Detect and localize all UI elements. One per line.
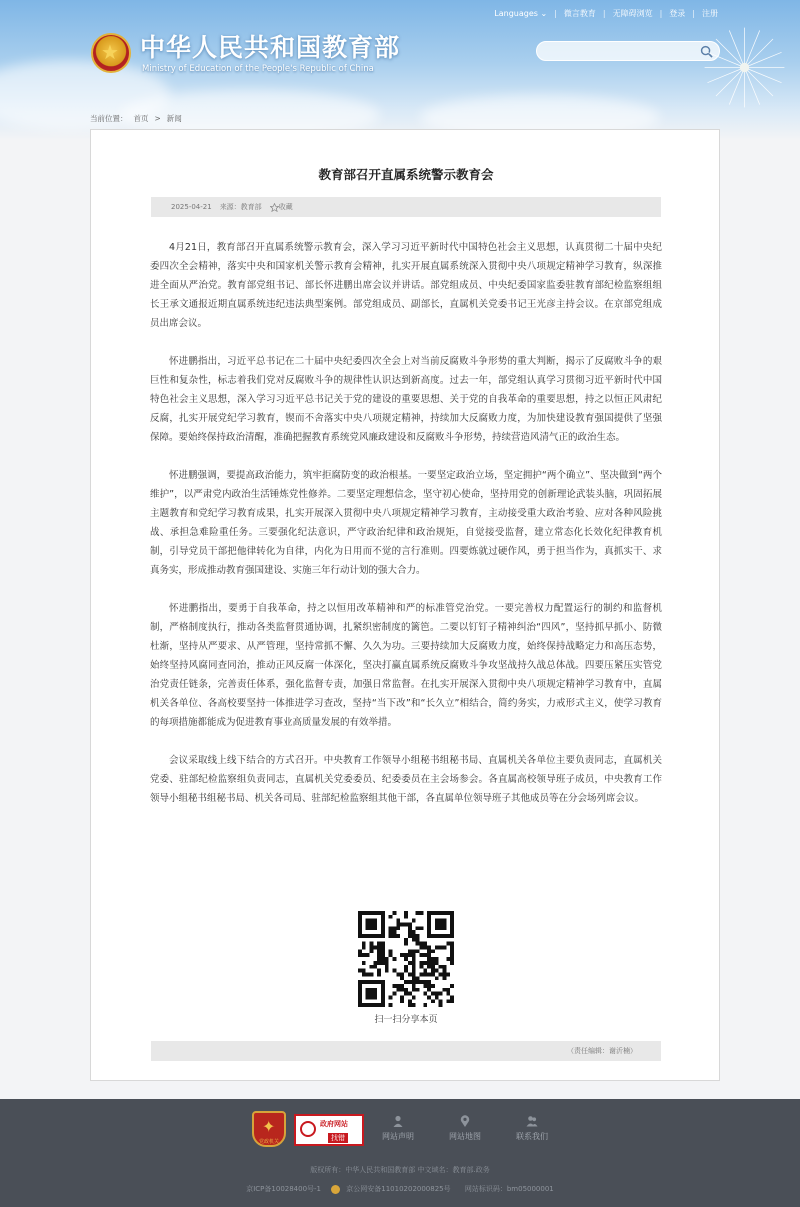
weibo-link[interactable]: 微言教育 <box>563 9 596 18</box>
breadcrumb-home[interactable]: 首页 <box>133 114 149 123</box>
site-subtitle: Ministry of Education of the People's Republic of China <box>142 64 374 74</box>
article-body <box>150 238 662 827</box>
site-footer <box>0 1099 800 1207</box>
footer-link-label: 联系我们 <box>516 1132 548 1141</box>
article-paragraph: 4月21日，教育部召开直属系统警示教育会，深入学习习近平新时代中国特色社会主义思想，认真贯彻二十届中央纪委四次全会精神，落实中央和国家机关警示教育会精神，扎实开展直属系统深入贯彻中央八项规定精神学习教育，纵深推进全面从严治党。教育部党组书记、部长怀进鹏出席会议并讲话。部党组成员、中央纪委国家监委驻教育部纪检监察组组长王承文通报近期直属系统违纪违法典型案例。部党组成员、副部长，直属机关党委书记王光彦主持会议。在京部党组成员出席会议。 <box>150 242 662 329</box>
footer-link-statement[interactable] <box>374 1115 422 1142</box>
party-badge-text: 党政机关 <box>258 1139 279 1145</box>
icp-line <box>0 1184 800 1194</box>
article-date: 2025-04-21 <box>171 203 212 211</box>
party-emblem-icon: ✦ <box>262 1117 276 1136</box>
register-link[interactable]: 注册 <box>702 9 718 18</box>
star-outline-icon <box>270 203 279 212</box>
contact-icon <box>526 1115 538 1127</box>
footer-link-contact[interactable] <box>508 1115 556 1142</box>
magnifier-icon <box>300 1121 316 1137</box>
article-paragraph: 会议采取线上线下结合的方式召开。中央教育工作领导小组秘书组秘书局、直属机关各单位主要负责同志，直属机关党委、驻部纪检监察组负责同志，直属机关党委委员、纪委委员在主会场参会。各直属高校领导班子成员，中央教育工作领导小组秘书组秘书局、机关各司局、驻部纪检监察组其他干部，各直属单位领导班子其他成员等在分会场列席会议。 <box>150 755 662 804</box>
site-title[interactable]: 中华人民共和国教育部 <box>140 33 401 62</box>
article-meta-bar <box>151 197 661 217</box>
footer-link-label: 网站地图 <box>449 1132 481 1141</box>
find-error-line2: 找错 <box>328 1133 348 1143</box>
nav-divider: | <box>659 9 663 18</box>
article-paragraph: 怀进鹏强调，要提高政治能力，筑牢拒腐防变的政治根基。一要坚定政治立场，坚定拥护“两个确立”、坚决做到“两个维护”，以严肃党内政治生活锤炼党性修养。二要坚定理想信念，坚守初心使命，坚持用党的创新理论武装头脑，巩固拓展主题教育和党纪学习教育成果，扎实开展深入贯彻中央八项规定精神学习教育，主动接受重大政治考验、应对各种风险挑战、承担急难险重任务。三要强化纪法意识，严守政治纪律和政治规矩，自觉接受监督，建立常态化长效化纪律教育机制，引导党员干部把他律转化为自律，内化为日用而不觉的言行准则。四要炼就过硬作风，勇于担当作为，真抓实干、求真务实，形成推动教育强国建设、实施三年行动计划的强大合力。 <box>150 470 662 576</box>
breadcrumb-label: 当前位置： <box>90 114 128 123</box>
find-error-line1: 政府网站 <box>320 1120 348 1128</box>
site-code: 网站标识码：bm05000001 <box>464 1185 554 1193</box>
site-header <box>0 0 800 140</box>
favorite-button[interactable] <box>270 202 301 212</box>
responsible-editor: （责任编辑：谢沂楠） <box>567 1047 637 1055</box>
login-link[interactable]: 登录 <box>669 9 686 18</box>
article-paragraph: 怀进鹏指出，要勇于自我革命，持之以恒用改革精神和严的标准管党治党。一要完善权力配置运行的制约和监督机制，严格制度执行，推动各类监督贯通协调，扎紧织密制度的篱笆。二要以钉钉子精神纠治“四风”，坚持抓早抓小、防微杜渐，坚持从严要求、从严管理，坚持常抓不懈、久久为功。三要持续加大反腐败力度，始终保持战略定力和高压态势，始终坚持风腐同查同治，推动正风反腐一体深化，坚决打赢直属系统反腐败斗争攻坚战持久战总体战。四要压紧压实管党治党责任链条，完善责任体系，强化监督专责，加强日常监督。在扎实开展深入贯彻中央八项规定精神学习教育中，直属机关各单位、各高校要坚持一体推进学习查改，坚持“当下改”和“长久立”相结合，简约务实，力戒形式主义，使学习教育的每项措施都能成为促进教育事业高质量发展的有效举措。 <box>150 603 662 728</box>
accessible-browse-link[interactable]: 无障碍浏览 <box>612 9 653 18</box>
share-qr-code <box>358 911 454 1007</box>
footer-link-label: 网站声明 <box>382 1132 414 1141</box>
article-source: 来源：教育部 <box>219 203 262 211</box>
article-title: 教育部召开直属系统警示教育会 <box>318 167 494 182</box>
person-icon <box>392 1115 404 1127</box>
search-input[interactable] <box>547 45 697 63</box>
icp-link[interactable]: 京ICP备10028400号-1 <box>246 1185 322 1193</box>
party-government-badge[interactable] <box>252 1111 286 1147</box>
top-nav <box>480 8 718 19</box>
nav-divider: | <box>602 9 606 18</box>
article-panel <box>90 129 720 1081</box>
breadcrumb-separator: > <box>154 114 161 123</box>
police-badge-icon <box>331 1185 340 1194</box>
breadcrumb-current[interactable]: 新闻 <box>166 114 182 123</box>
dandelion-decoration <box>697 20 792 115</box>
map-pin-icon <box>459 1115 471 1127</box>
police-record-link[interactable] <box>331 1185 454 1193</box>
favorite-label: 收藏 <box>278 203 293 211</box>
national-emblem-logo[interactable] <box>91 33 131 73</box>
breadcrumb <box>90 113 188 124</box>
police-record-label: 京公网安备11010202000825号 <box>346 1185 451 1193</box>
languages-label: Languages <box>494 9 538 18</box>
find-error-badge[interactable] <box>294 1114 364 1146</box>
search-box <box>536 41 720 61</box>
languages-menu[interactable]: Languages ⌄ <box>494 9 548 18</box>
footer-link-sitemap[interactable] <box>441 1115 489 1142</box>
editor-bar <box>151 1041 661 1061</box>
copyright-text: 版权所有：中华人民共和国教育部 中文域名：教育部.政务 <box>310 1166 490 1174</box>
qr-caption: 扫一扫分享本页 <box>374 1015 438 1025</box>
article-paragraph: 怀进鹏指出，习近平总书记在二十届中央纪委四次全会上对当前反腐败斗争形势的重大判断，揭示了反腐败斗争的艰巨性和复杂性，标志着我们党对反腐败斗争的规律性认识达到新高度。过去一年，部党组认真学习贯彻习近平新时代中国特色社会主义思想，深入学习习近平总书记关于党的建设的重要思想、关于党的自我革命的重要思想，持之以恒正风肃纪反腐，扎实开展党纪学习教育，锲而不舍落实中央八项规定精神，持续加大反腐败力度，为加快建设教育强国提供了坚强保障。要始终保持政治清醒，准确把握教育系统党风廉政建设和反腐败斗争形势，持续营造风清气正的政治生态。 <box>150 356 662 443</box>
nav-divider: | <box>692 9 695 18</box>
star-icon: ★ <box>101 40 119 64</box>
nav-divider: | <box>554 9 557 18</box>
